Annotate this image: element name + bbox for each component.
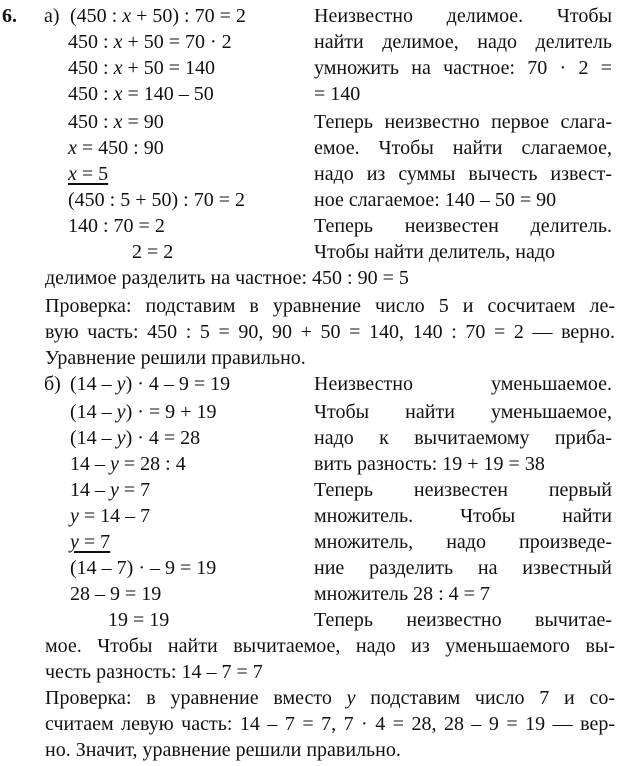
part-a-equation: 2 = 2 xyxy=(132,241,174,263)
part-a-equation: (450 : x + 50) : 70 = 2 xyxy=(70,5,246,27)
part-a-equation: 450 : x + 50 = 140 xyxy=(68,57,216,79)
part-b-equation: (14 – y) · 4 = 28 xyxy=(70,427,201,449)
part-b-equation: 19 = 19 xyxy=(108,609,170,631)
part-b-check-line: Проверка: в уравнение вместо y подставим число 7 и со- xyxy=(45,687,616,709)
part-b-continuation: мое. Чтобы найти вычитаемое, надо из уменьшаемого вы- xyxy=(45,635,615,657)
part-b-explanation-line: множитель, надо произведе- xyxy=(314,531,612,553)
part-a-explanation-line: умножить на частное: 70 · 2 = xyxy=(314,57,612,79)
part-b-explanation-line: Теперь неизвестно вычитае- xyxy=(314,609,612,631)
part-a-check-line: Проверка: подставим в уравнение число 5 и сосчитаем ле- xyxy=(45,295,615,317)
part-a-explanation-line: Чтобы найти делитель, надо xyxy=(314,241,556,263)
part-b-equation: y = 14 – 7 xyxy=(70,505,151,527)
part-b-explanation-line: вить разность: 19 + 19 = 38 xyxy=(314,453,545,475)
part-a-equation: (450 : 5 + 50) : 70 = 2 xyxy=(68,189,245,211)
part-b-explanation-line: множитель. Чтобы найти xyxy=(314,505,612,527)
part-b-explanation-line: Неизвестно уменьшаемое. xyxy=(314,373,612,395)
part-a-check-line: вую часть: 450 : 5 = 90, 90 + 50 = 140, 140 : 70 = 2 — верно. xyxy=(45,321,615,343)
part-a-label: а) xyxy=(44,5,60,27)
part-b-explanation-line: ние разделить на известный xyxy=(314,557,612,579)
part-b-explanation-line: Чтобы найти уменьшаемое, xyxy=(314,401,612,423)
part-b-equation: 14 – y = 7 xyxy=(70,479,151,501)
part-b-check-line: но. Значит, уравнение решили правильно. xyxy=(45,739,401,761)
part-a-answer: x = 5 xyxy=(68,163,109,185)
part-a-equation: 450 : x + 50 = 70 · 2 xyxy=(68,31,232,53)
part-a-continuation: делимое разделить на частное: 450 : 90 = 5 xyxy=(45,267,409,289)
part-b-equation: (14 – 7) · – 9 = 19 xyxy=(70,557,217,579)
part-a-explanation-line: ное слагаемое: 140 – 50 = 90 xyxy=(314,189,557,211)
part-b-explanation-line: надо к вычитаемому приба- xyxy=(314,427,612,449)
part-a-equation: 450 : x = 90 xyxy=(68,111,164,133)
part-a-explanation-line: Теперь неизвестен делитель. xyxy=(314,215,612,237)
part-a-explanation-line: = 140 xyxy=(314,83,361,105)
part-a-explanation-line: Неизвестно делимое. Чтобы xyxy=(314,5,612,27)
part-b-answer: y = 7 xyxy=(70,531,111,553)
part-a-check-line: Уравнение решили правильно. xyxy=(45,347,306,369)
part-a-explanation-line: надо из суммы вычесть извест- xyxy=(314,163,612,185)
part-a-equation: 140 : 70 = 2 xyxy=(68,215,165,237)
part-a-explanation-line: Теперь неизвестно первое слага- xyxy=(314,111,612,133)
part-a-explanation-line: емое. Чтобы найти слагаемое, xyxy=(314,137,612,159)
part-b-equation: (14 – y) · = 9 + 19 xyxy=(70,401,217,423)
part-a-explanation-line: найти делимое, надо делитель xyxy=(314,31,612,53)
part-b-equation: 28 – 9 = 19 xyxy=(70,583,162,605)
problem-number: 6. xyxy=(2,5,17,27)
part-b-check-line: считаем левую часть: 14 – 7 = 7, 7 · 4 = 28, 28 – 9 = 19 — вер- xyxy=(45,713,615,735)
part-b-equation: 14 – y = 28 : 4 xyxy=(70,453,186,475)
part-b-explanation-line: Теперь неизвестен первый xyxy=(314,479,612,501)
part-b-equation: (14 – y) · 4 – 9 = 19 xyxy=(70,373,231,395)
part-a-equation: x = 450 : 90 xyxy=(68,137,164,159)
part-a-equation: 450 : x = 140 – 50 xyxy=(68,83,214,105)
part-b-label: б) xyxy=(44,373,61,395)
part-b-explanation-line: множитель 28 : 4 = 7 xyxy=(314,583,490,605)
part-b-continuation: честь разность: 14 – 7 = 7 xyxy=(45,661,263,683)
